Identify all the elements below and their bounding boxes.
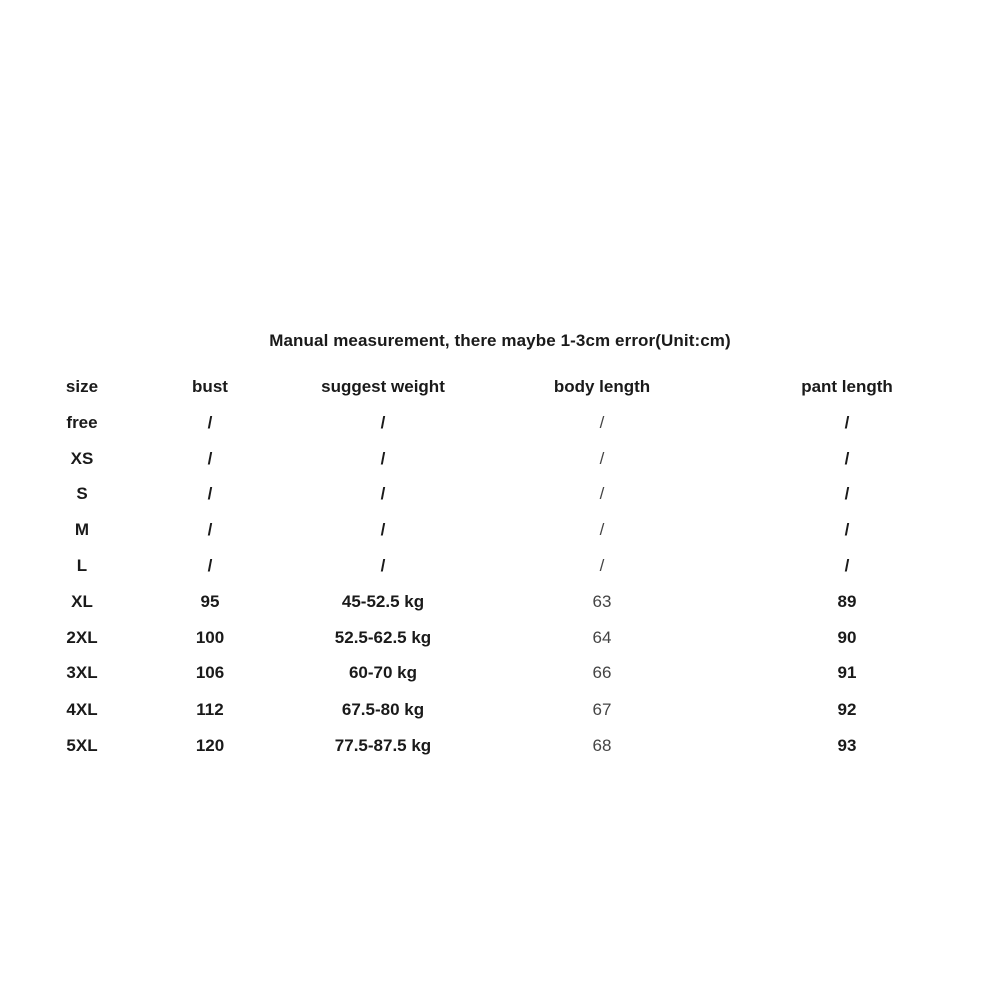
table-row bbox=[0, 479, 1000, 509]
cell-pant-length: / bbox=[844, 520, 850, 539]
cell-body-length: / bbox=[599, 520, 605, 539]
cell-bust: / bbox=[207, 413, 213, 432]
cell-pant-length: / bbox=[844, 556, 850, 575]
cell-bust: / bbox=[207, 556, 213, 575]
cell-bust: 106 bbox=[195, 663, 225, 682]
header-body-length: body length bbox=[553, 377, 651, 396]
table-row bbox=[0, 658, 1000, 688]
header-suggest-weight: suggest weight bbox=[321, 377, 445, 396]
cell-suggest-weight: 52.5-62.5 kg bbox=[334, 628, 432, 647]
table-row bbox=[0, 408, 1000, 438]
cell-suggest-weight: / bbox=[380, 556, 386, 575]
cell-suggest-weight: 60-70 kg bbox=[348, 663, 418, 682]
cell-body-length: 64 bbox=[592, 628, 612, 647]
cell-bust: 100 bbox=[195, 628, 225, 647]
cell-body-length: 63 bbox=[592, 592, 612, 611]
table-row bbox=[0, 731, 1000, 761]
cell-bust: 120 bbox=[195, 736, 225, 755]
table-title: Manual measurement, there maybe 1-3cm error(Unit:cm) bbox=[269, 331, 731, 350]
table-row bbox=[0, 444, 1000, 474]
cell-suggest-weight: / bbox=[380, 449, 386, 468]
cell-size: 2XL bbox=[66, 628, 98, 647]
cell-body-length: 68 bbox=[592, 736, 612, 755]
cell-size: free bbox=[66, 413, 98, 432]
header-bust: bust bbox=[192, 377, 228, 396]
cell-body-length: / bbox=[599, 413, 605, 432]
cell-suggest-weight: 67.5-80 kg bbox=[341, 700, 425, 719]
cell-bust: / bbox=[207, 520, 213, 539]
cell-pant-length: 92 bbox=[837, 700, 857, 719]
cell-pant-length: 91 bbox=[837, 663, 857, 682]
table-header-row bbox=[0, 372, 1000, 402]
cell-size: M bbox=[74, 520, 90, 539]
table-row bbox=[0, 515, 1000, 545]
cell-suggest-weight: / bbox=[380, 413, 386, 432]
cell-pant-length: 90 bbox=[837, 628, 857, 647]
cell-size: 3XL bbox=[66, 663, 98, 682]
cell-bust: / bbox=[207, 449, 213, 468]
cell-pant-length: 93 bbox=[837, 736, 857, 755]
table-row bbox=[0, 587, 1000, 617]
cell-suggest-weight: / bbox=[380, 520, 386, 539]
cell-size: XL bbox=[71, 592, 93, 611]
cell-size: 4XL bbox=[66, 700, 98, 719]
cell-pant-length: / bbox=[844, 413, 850, 432]
cell-bust: / bbox=[207, 484, 213, 503]
cell-body-length: / bbox=[599, 449, 605, 468]
cell-body-length: / bbox=[599, 484, 605, 503]
cell-pant-length: / bbox=[844, 449, 850, 468]
cell-pant-length: 89 bbox=[837, 592, 857, 611]
cell-pant-length: / bbox=[844, 484, 850, 503]
cell-bust: 95 bbox=[200, 592, 220, 611]
cell-body-length: 66 bbox=[592, 663, 612, 682]
cell-body-length: 67 bbox=[592, 700, 612, 719]
cell-size: 5XL bbox=[66, 736, 98, 755]
header-pant-length: pant length bbox=[801, 377, 893, 396]
cell-bust: 112 bbox=[196, 700, 224, 719]
table-row bbox=[0, 623, 1000, 653]
cell-size: L bbox=[76, 556, 88, 575]
cell-suggest-weight: 45-52.5 kg bbox=[341, 592, 425, 611]
cell-suggest-weight: 77.5-87.5 kg bbox=[334, 736, 432, 755]
cell-body-length: / bbox=[599, 556, 605, 575]
table-row bbox=[0, 551, 1000, 581]
cell-size: XS bbox=[70, 449, 94, 468]
table-row bbox=[0, 695, 1000, 725]
cell-suggest-weight: / bbox=[380, 484, 386, 503]
cell-size: S bbox=[76, 484, 88, 503]
header-size: size bbox=[65, 377, 99, 396]
